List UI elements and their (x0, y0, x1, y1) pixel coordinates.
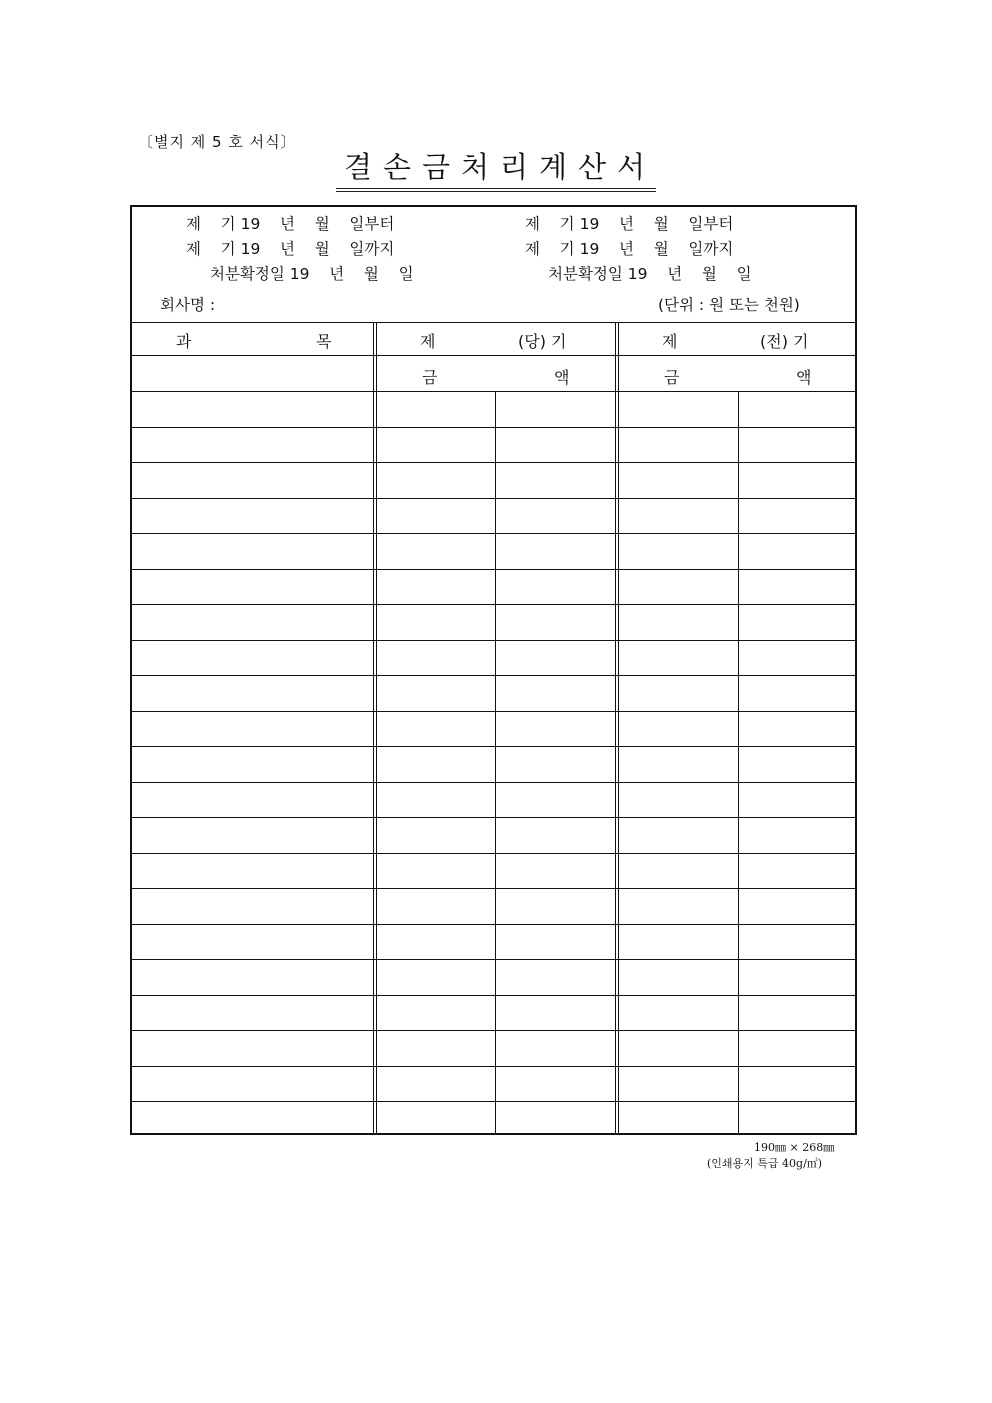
table-row[interactable] (132, 782, 855, 818)
table-row[interactable] (132, 391, 855, 427)
right-period-to: 제 기 19 년 월 일까지 (525, 240, 734, 258)
form-size-note: 190㎜ × 268㎜ (754, 1141, 835, 1154)
table-row[interactable] (132, 640, 855, 676)
period-header (132, 207, 855, 323)
right-period-from: 제 기 19 년 월 일부터 (525, 215, 734, 233)
right-confirm-date: 처분확정일 19 년 월 일 (548, 265, 752, 283)
table-row[interactable] (132, 462, 855, 498)
left-period-to: 제 기 19 년 월 일까지 (186, 240, 395, 258)
table-row[interactable] (132, 995, 855, 1031)
paper-spec-note: (인쇄용지 특급 40g/㎡) (707, 1157, 823, 1170)
table-row[interactable] (132, 1030, 855, 1066)
table-row[interactable] (132, 959, 855, 995)
table-row[interactable] (132, 1101, 855, 1137)
left-confirm-date: 처분확정일 19 년 월 일 (210, 265, 414, 283)
col-current-left: 제 (420, 332, 436, 351)
col-current-right: (당) 기 (518, 332, 567, 351)
col-amount-current-left: 금 (422, 368, 438, 387)
table-row[interactable] (132, 711, 855, 747)
col-amount-previous-right: 액 (796, 368, 812, 387)
col-previous-right: (전) 기 (760, 332, 809, 351)
table-row[interactable] (132, 746, 855, 782)
form-code: 〔별지 제 5 호 서식〕 (138, 133, 297, 151)
table-row[interactable] (132, 498, 855, 534)
col-amount-previous-left: 금 (664, 368, 680, 387)
table-row[interactable] (132, 427, 855, 463)
col-account-left: 과 (176, 332, 192, 351)
table-row[interactable] (132, 604, 855, 640)
col-amount-current-right: 액 (554, 368, 570, 387)
table-row[interactable] (132, 888, 855, 924)
table-row[interactable] (132, 924, 855, 960)
unit-label: (단위 : 원 또는 천원) (658, 296, 800, 314)
company-name-label: 회사명 : (160, 296, 216, 314)
table-row[interactable] (132, 817, 855, 853)
col-account-right: 목 (316, 332, 332, 351)
document-title: 결손금처리계산서 (336, 148, 656, 192)
table-row[interactable] (132, 675, 855, 711)
col-previous-left: 제 (662, 332, 678, 351)
table-row[interactable] (132, 1066, 855, 1102)
table-row[interactable] (132, 533, 855, 569)
left-period-from: 제 기 19 년 월 일부터 (186, 215, 395, 233)
statement-form (130, 205, 857, 1135)
table-row[interactable] (132, 853, 855, 889)
table-row[interactable] (132, 569, 855, 605)
